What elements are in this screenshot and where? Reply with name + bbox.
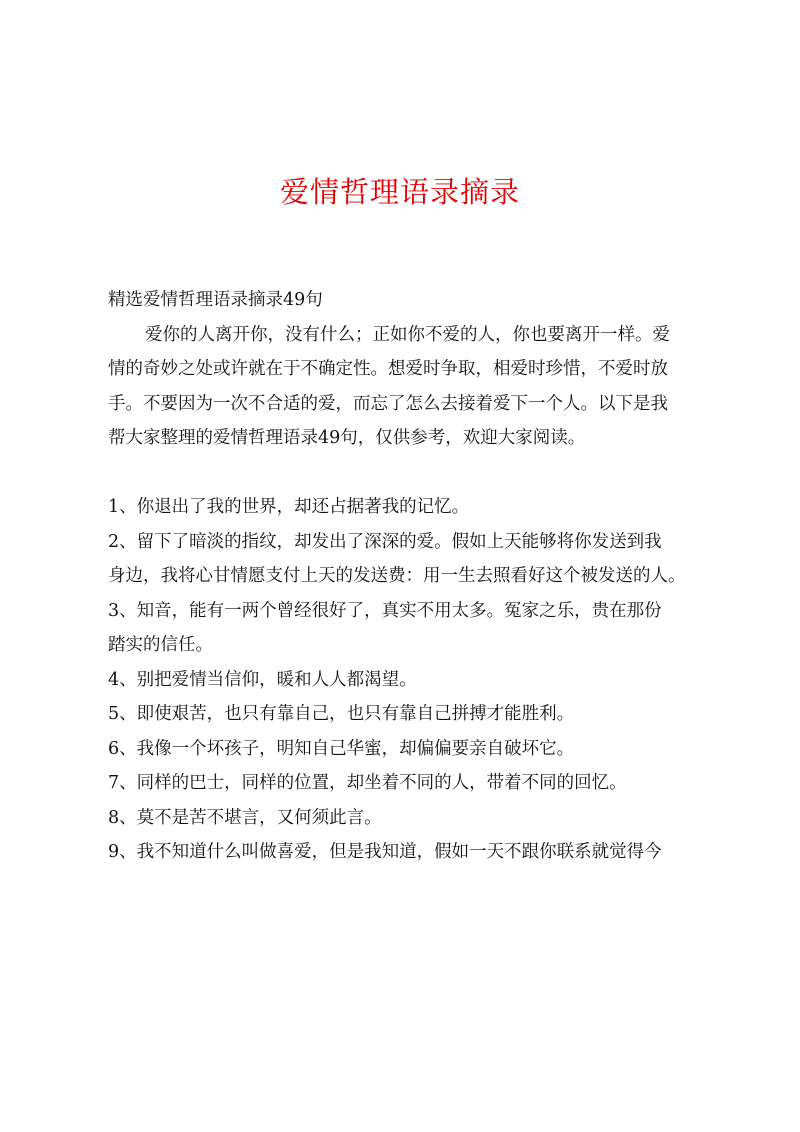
quote-line: 3、知音，能有一两个曾经很好了，真实不用太多。冤家之乐，贵在那份 [108,600,662,621]
paragraph-gap [108,456,708,491]
intro-line: 情的奇妙之处或许就在于不确定性。想爱时争取，相爱时珍惜，不爱时放 [108,359,668,379]
document-body [108,283,708,870]
quote-line: 7、同样的巴士，同样的位置，却坐着不同的人，带着不同的回忆。 [108,773,627,793]
intro-line: 手。不要因为一次不合适的爱，而忘了怎么去接着爱下一个人。以下是我 [108,393,668,414]
quote-line: 8、莫不是苦不堪言，又何须此言。 [108,807,382,828]
quote-line: 身边，我将心甘情愿支付上天的发送费：用一生去照看好这个被发送的人。 [108,566,686,586]
subtitle: 精选爱情哲理语录摘录49句 [108,290,323,310]
intro-line: 爱你的人离开你，没有什么；正如你不爱的人，你也要离开一样。爱 [145,324,670,345]
quote-line: 9、我不知道什么叫做喜爱，但是我知道，假如一天不跟你联系就觉得今 [108,842,662,862]
quote-line: 4、别把爱情当信仰，暖和人人都渴望。 [108,669,417,690]
quote-line: 5、即使艰苦，也只有靠自己，也只有靠自己拼搏才能胜利。 [108,704,575,724]
quote-line: 2、留下了暗淡的指纹，却发出了深深的爱。假如上天能够将你发送到我 [108,531,662,552]
page-title: 爱情哲理语录摘录 [279,175,520,209]
intro-line: 帮大家整理的爱情哲理语录49句，仅供参考，欢迎大家阅读。 [108,428,586,448]
quote-line: 1、你退出了我的世界，却还占据著我的记忆。 [108,497,470,517]
quote-line: 踏实的信任。 [108,635,213,655]
quote-line: 6、我像一个坏孩子，明知自己华蜜，却偏偏要亲自破坏它。 [108,738,575,759]
